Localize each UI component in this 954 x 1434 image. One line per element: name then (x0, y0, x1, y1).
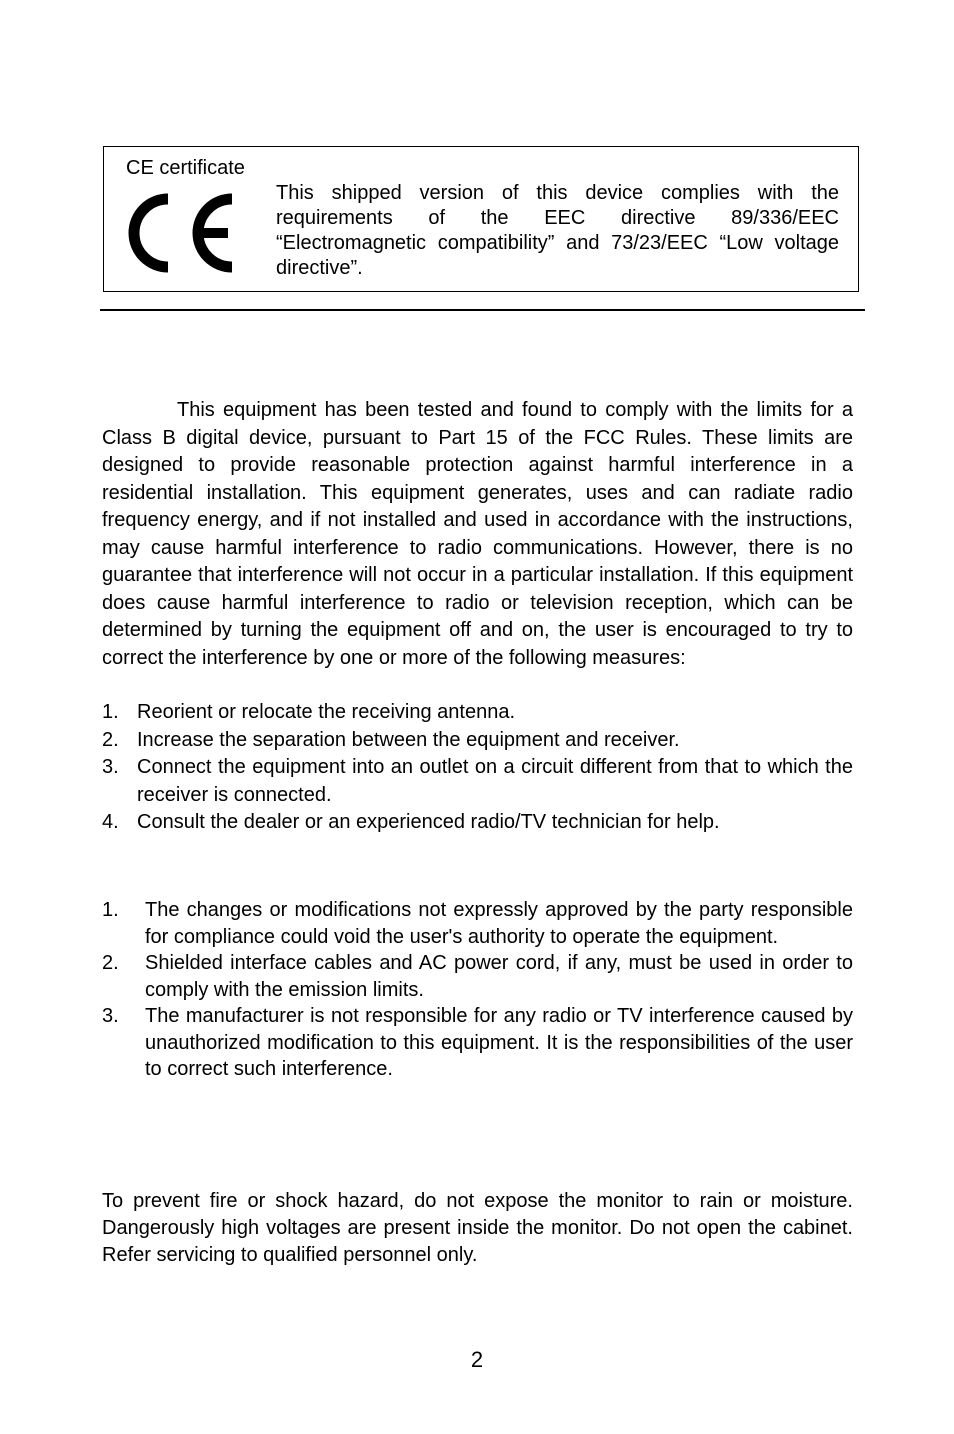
list-item (102, 809, 853, 837)
ce-certificate-box (103, 146, 859, 292)
list-item-text: Reorient or relocate the receiving antenna. (137, 701, 516, 723)
page-number: 2 (470, 1347, 484, 1372)
fcc-paragraph: This equipment has been tested and found to comply with the limits for a Class B digital device, pursuant to Part 15 of the FCC Rules. These limits are designed to provide reasonable protection against harmful interference in a residential installation. This equipment generates, uses and can radiate radio frequency energy, and if not installed and used in accordance with the instructions, may cause harmful interference to radio communications. However, there is no guarantee that interference will not occur in a particular installation. If this equipment does cause harmful interference to radio or television reception, which can be determined by turning the equipment off and on, the user is encouraged to try to correct the interference by one or more of the following measures: (102, 399, 853, 669)
list-item (102, 754, 853, 809)
list-item (102, 727, 853, 755)
list-item-number: 2. (102, 952, 119, 974)
list-item-text: Shielded interface cables and AC power cord, if any, must be used in order to comply with the emission limits. (145, 952, 853, 1001)
list-item-text: Consult the dealer or an experienced radio/TV technician for help. (137, 811, 720, 833)
list-item (102, 699, 853, 727)
notes-list (102, 897, 853, 1083)
list-item-text: The manufacturer is not responsible for any radio or TV interference caused by unauthorized modification to this equipment. It is the responsibilities of the user to correct such interference. (145, 1005, 853, 1080)
list-item-text: Increase the separation between the equipment and receiver. (137, 728, 680, 751)
list-item-number: 3. (102, 1005, 119, 1027)
list-item (102, 897, 853, 950)
list-item-number: 3. (102, 756, 119, 778)
ce-compliance-text: This shipped version of this device complies with the requirements of the EEC directive 89/336/EEC “Electromagnetic compatibility” and 73/23/EEC “Low voltage directive”. (276, 182, 839, 279)
list-item-number: 1. (102, 899, 119, 921)
list-item-number: 2. (102, 728, 119, 751)
warning-paragraph: To prevent fire or shock hazard, do not expose the monitor to rain or moisture. Dangerously high voltages are present inside the monitor. Do not open the cabinet. Refer servicing to qualified personnel only. (102, 1190, 853, 1266)
fcc-measures-list (102, 699, 853, 837)
ce-certificate-label: CE certificate (126, 157, 245, 179)
list-item-text: The changes or modifications not expressly approved by the party responsible for compliance could void the user's authority to operate the equipment. (145, 899, 853, 948)
ce-mark-icon (122, 191, 236, 275)
list-item-text: Connect the equipment into an outlet on a circuit different from that to which the receiver is connected. (137, 756, 853, 806)
list-item (102, 1003, 853, 1083)
list-item-number: 4. (102, 811, 119, 833)
section-divider (100, 309, 865, 311)
list-item-number: 1. (102, 701, 119, 723)
list-item (102, 950, 853, 1003)
